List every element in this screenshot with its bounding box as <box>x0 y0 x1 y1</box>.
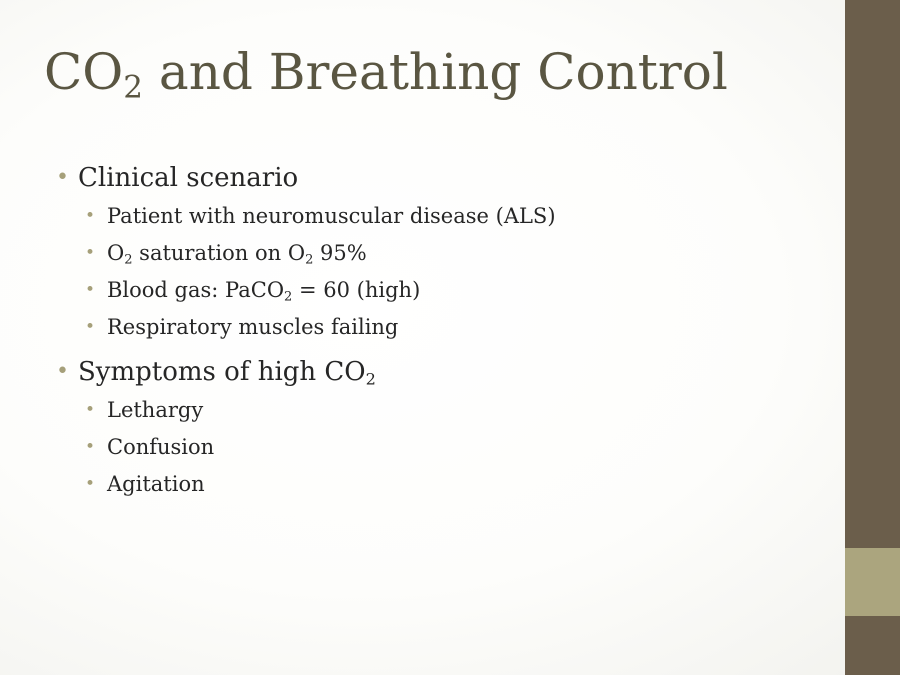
sub-bullet-dot-icon: • <box>85 243 96 263</box>
title-text-rest: and Breathing Control <box>142 43 728 101</box>
sub-bullet-text: $O_2$ saturation on $O_2$ 95% <box>107 241 367 268</box>
bullet-clinical-scenario <box>56 160 556 346</box>
sub-bullet-dot-icon: • <box>85 400 96 420</box>
slide-title <box>44 43 728 106</box>
title-subscript: 2 <box>123 69 143 106</box>
sub-bullet-respiratory <box>78 309 556 346</box>
sub-bullet-dot-icon: • <box>85 317 96 337</box>
bullet-heading: Symptoms of high $CO_2$ <box>78 357 376 389</box>
bullet-dot-icon: • <box>56 359 69 384</box>
bullet-dot-icon: • <box>56 165 69 190</box>
sub-bullet-o2-saturation <box>78 235 556 272</box>
sub-bullet-dot-icon: • <box>85 280 96 300</box>
sub-bullet-text: Patient with neuromuscular disease (ALS) <box>107 204 556 228</box>
bullet-symptoms <box>56 354 556 503</box>
sub-bullet-confusion <box>78 429 556 466</box>
sub-bullet-text: Confusion <box>107 435 215 459</box>
sub-bullet-agitation <box>78 466 556 503</box>
sub-bullet-dot-icon: • <box>85 437 96 457</box>
title-text-co: CO <box>44 43 124 101</box>
sub-bullet-dot-icon: • <box>85 206 96 226</box>
bullet-heading: Clinical scenario <box>78 163 299 193</box>
sub-bullet-lethargy <box>78 392 556 429</box>
sub-bullet-list <box>78 198 556 346</box>
sub-bullet-list <box>78 392 556 503</box>
sub-bullet-patient <box>78 198 556 235</box>
sub-bullet-blood-gas <box>78 272 556 309</box>
bullet-list <box>56 160 556 503</box>
sub-bullet-text: Agitation <box>107 472 205 496</box>
sub-bullet-text: Blood gas: PaCO$_2$ = 60 (high) <box>107 278 421 305</box>
sub-bullet-dot-icon: • <box>85 474 96 494</box>
sub-bullet-text: Lethargy <box>107 398 204 422</box>
sub-bullet-text: Respiratory muscles failing <box>107 315 399 339</box>
decorative-sidebar-accent <box>845 548 900 616</box>
